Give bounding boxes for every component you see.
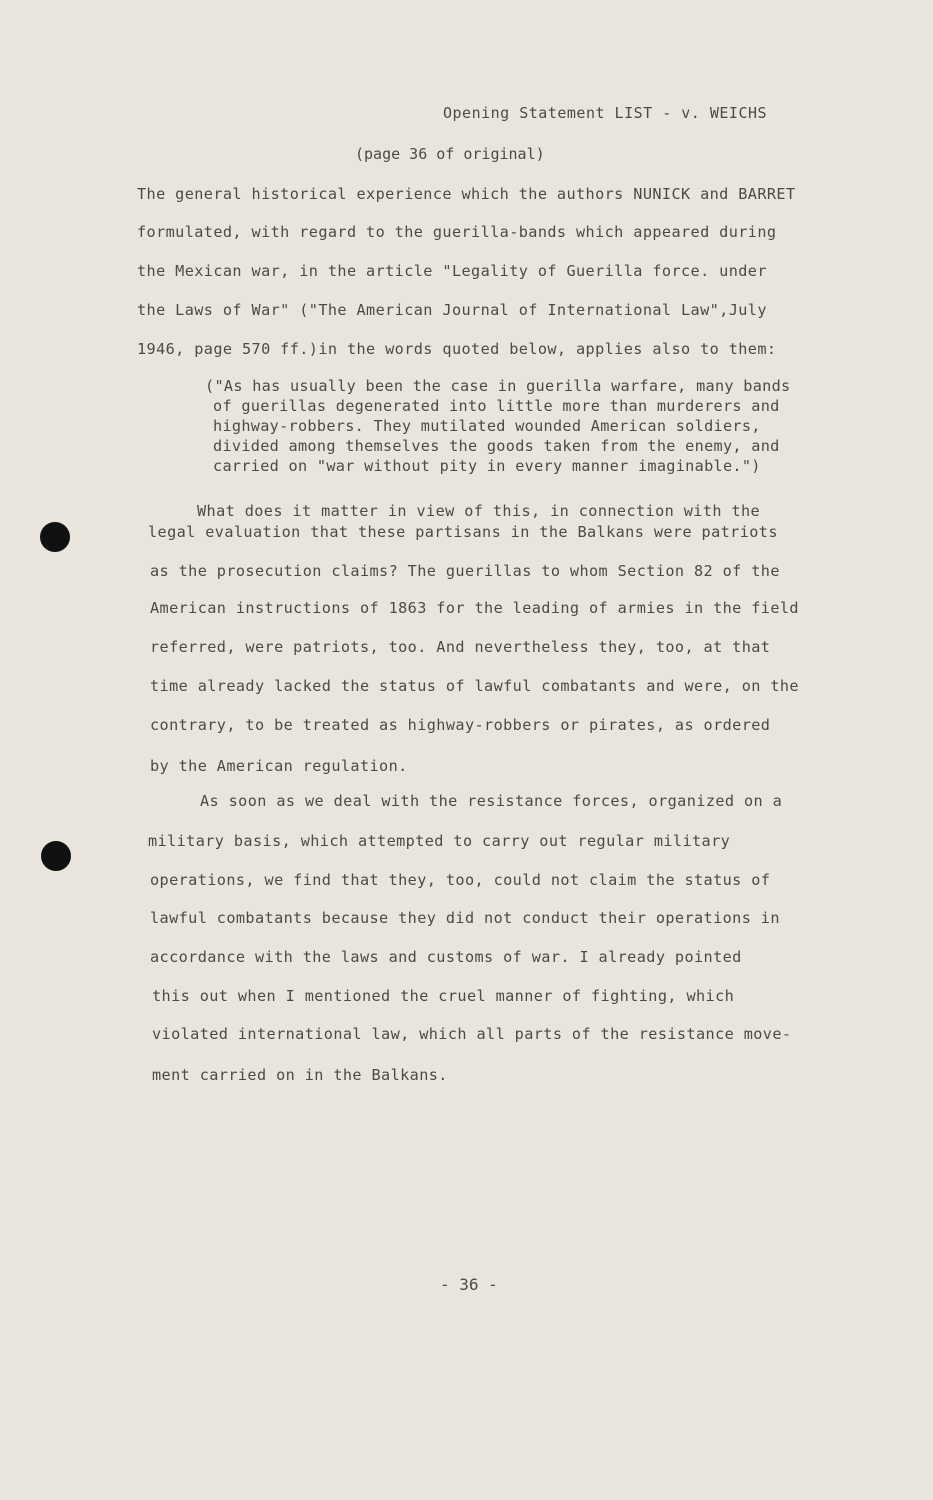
quote-line: carried on "war without pity in every manner imaginable.") [213,457,761,475]
text-line: American instructions of 1863 for the leading of armies in the field [150,599,799,617]
text-line: military basis, which attempted to carry out regular military [148,832,731,850]
text-line: lawful combatants because they did not conduct their operations in [150,909,780,927]
text-line: The general historical experience which the authors NUNICK and BARRET [137,185,796,203]
text-line: What does it matter in view of this, in connection with the [197,502,761,520]
text-line: time already lacked the status of lawful combatants and were, on the [150,677,799,695]
text-line: operations, we find that they, too, could not claim the status of [150,871,771,889]
text-line: As soon as we deal with the resistance forces, organized on a [200,792,783,810]
punch-hole-lower [41,841,71,871]
text-line: the Mexican war, in the article "Legality of Guerilla force. under [137,262,767,280]
quote-line: ("As has usually been the case in guerilla warfare, many bands [205,377,791,395]
page-reference: (page 36 of original) [355,145,545,163]
text-line: referred, were patriots, too. And nevertheless they, too, at that [150,638,771,656]
text-line: the Laws of War" ("The American Journal of International Law",July [137,301,767,319]
text-line: accordance with the laws and customs of war. I already pointed [150,948,742,966]
text-line: by the American regulation. [150,757,408,775]
page-number: - 36 - [440,1275,498,1294]
text-line: 1946, page 570 ff.)in the words quoted below, applies also to them: [137,340,777,358]
document-title: Opening Statement LIST - v. WEICHS [443,104,768,122]
text-line: violated international law, which all parts of the resistance move- [152,1025,792,1043]
text-line: this out when I mentioned the cruel manner of fighting, which [152,987,735,1005]
punch-hole-upper [40,522,70,552]
text-line: legal evaluation that these partisans in the Balkans were patriots [148,523,778,541]
quote-line: highway-robbers. They mutilated wounded American soldiers, [213,417,761,435]
text-line: ment carried on in the Balkans. [152,1066,448,1084]
quote-line: of guerillas degenerated into little more than murderers and [213,397,780,415]
text-line: as the prosecution claims? The guerillas to whom Section 82 of the [150,562,780,580]
text-line: formulated, with regard to the guerilla-bands which appeared during [137,223,777,241]
text-line: contrary, to be treated as highway-robbers or pirates, as ordered [150,716,771,734]
quote-line: divided among themselves the goods taken from the enemy, and [213,437,780,455]
